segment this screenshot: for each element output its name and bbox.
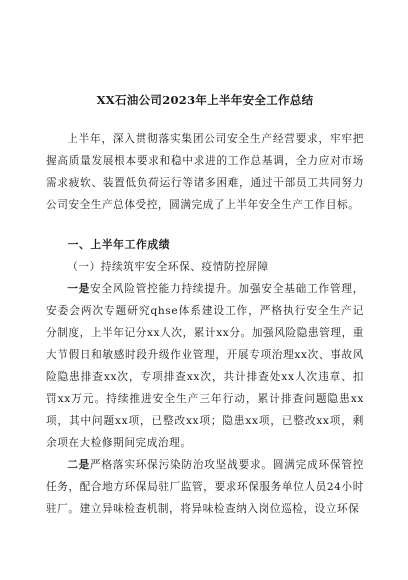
item-lead-1: 一是 xyxy=(67,283,91,295)
item-paragraph-1 xyxy=(46,278,364,454)
intro-paragraph: 上半年，深入贯彻落实集团公司安全生产经营要求，牢牢把握高质量发展根本要求和稳中求进的工作总基调，全力应对市场需求疲软、装置低负荷运行等诸多困难，通过干部员工共同努力公司安全生产总体受控，圆满完成了上半年安全生产工作目标。 xyxy=(46,133,364,211)
item-text-1: 安全风险管控能力持续提升。加强安全基础工作管理，安委会两次专题研究qhse体系建设工作，严格执行安全生产记分制度，上半年记分xx人次，累计xx分。加强风险隐患管理，重大节假日和敏感时段升级作业管理，开展专项治理xx次、事故风险隐患排查xx次，专项排查xx次，共计排查处xx人次违章、扣罚xx万元。持续推进安全生产三年行动，累计排查问题隐患xx项，其中问题xx项，已整改xx项；隐患xx项，已整改xx项，剩余项在大检修期间完成治理。 xyxy=(46,283,364,449)
document-title: XX石油公司2023年上半年安全工作总结 xyxy=(96,93,314,107)
item-text-2: 严格落实环保污染防治攻坚战要求。圆满完成环保管控任务，配合地方环保局驻厂监管，要求环保服务单位人员24小时驻厂。建立异味检查机制，将异味检查纳入岗位巡检，设立环保 xyxy=(46,459,364,515)
subsection-heading: （一）持续筑牢安全环保、疫情防控屏障 xyxy=(67,261,269,273)
item-lead-2: 二是 xyxy=(67,459,91,471)
item-paragraph-2 xyxy=(46,454,364,520)
section-heading: 一、上半年工作成绩 xyxy=(67,238,171,251)
